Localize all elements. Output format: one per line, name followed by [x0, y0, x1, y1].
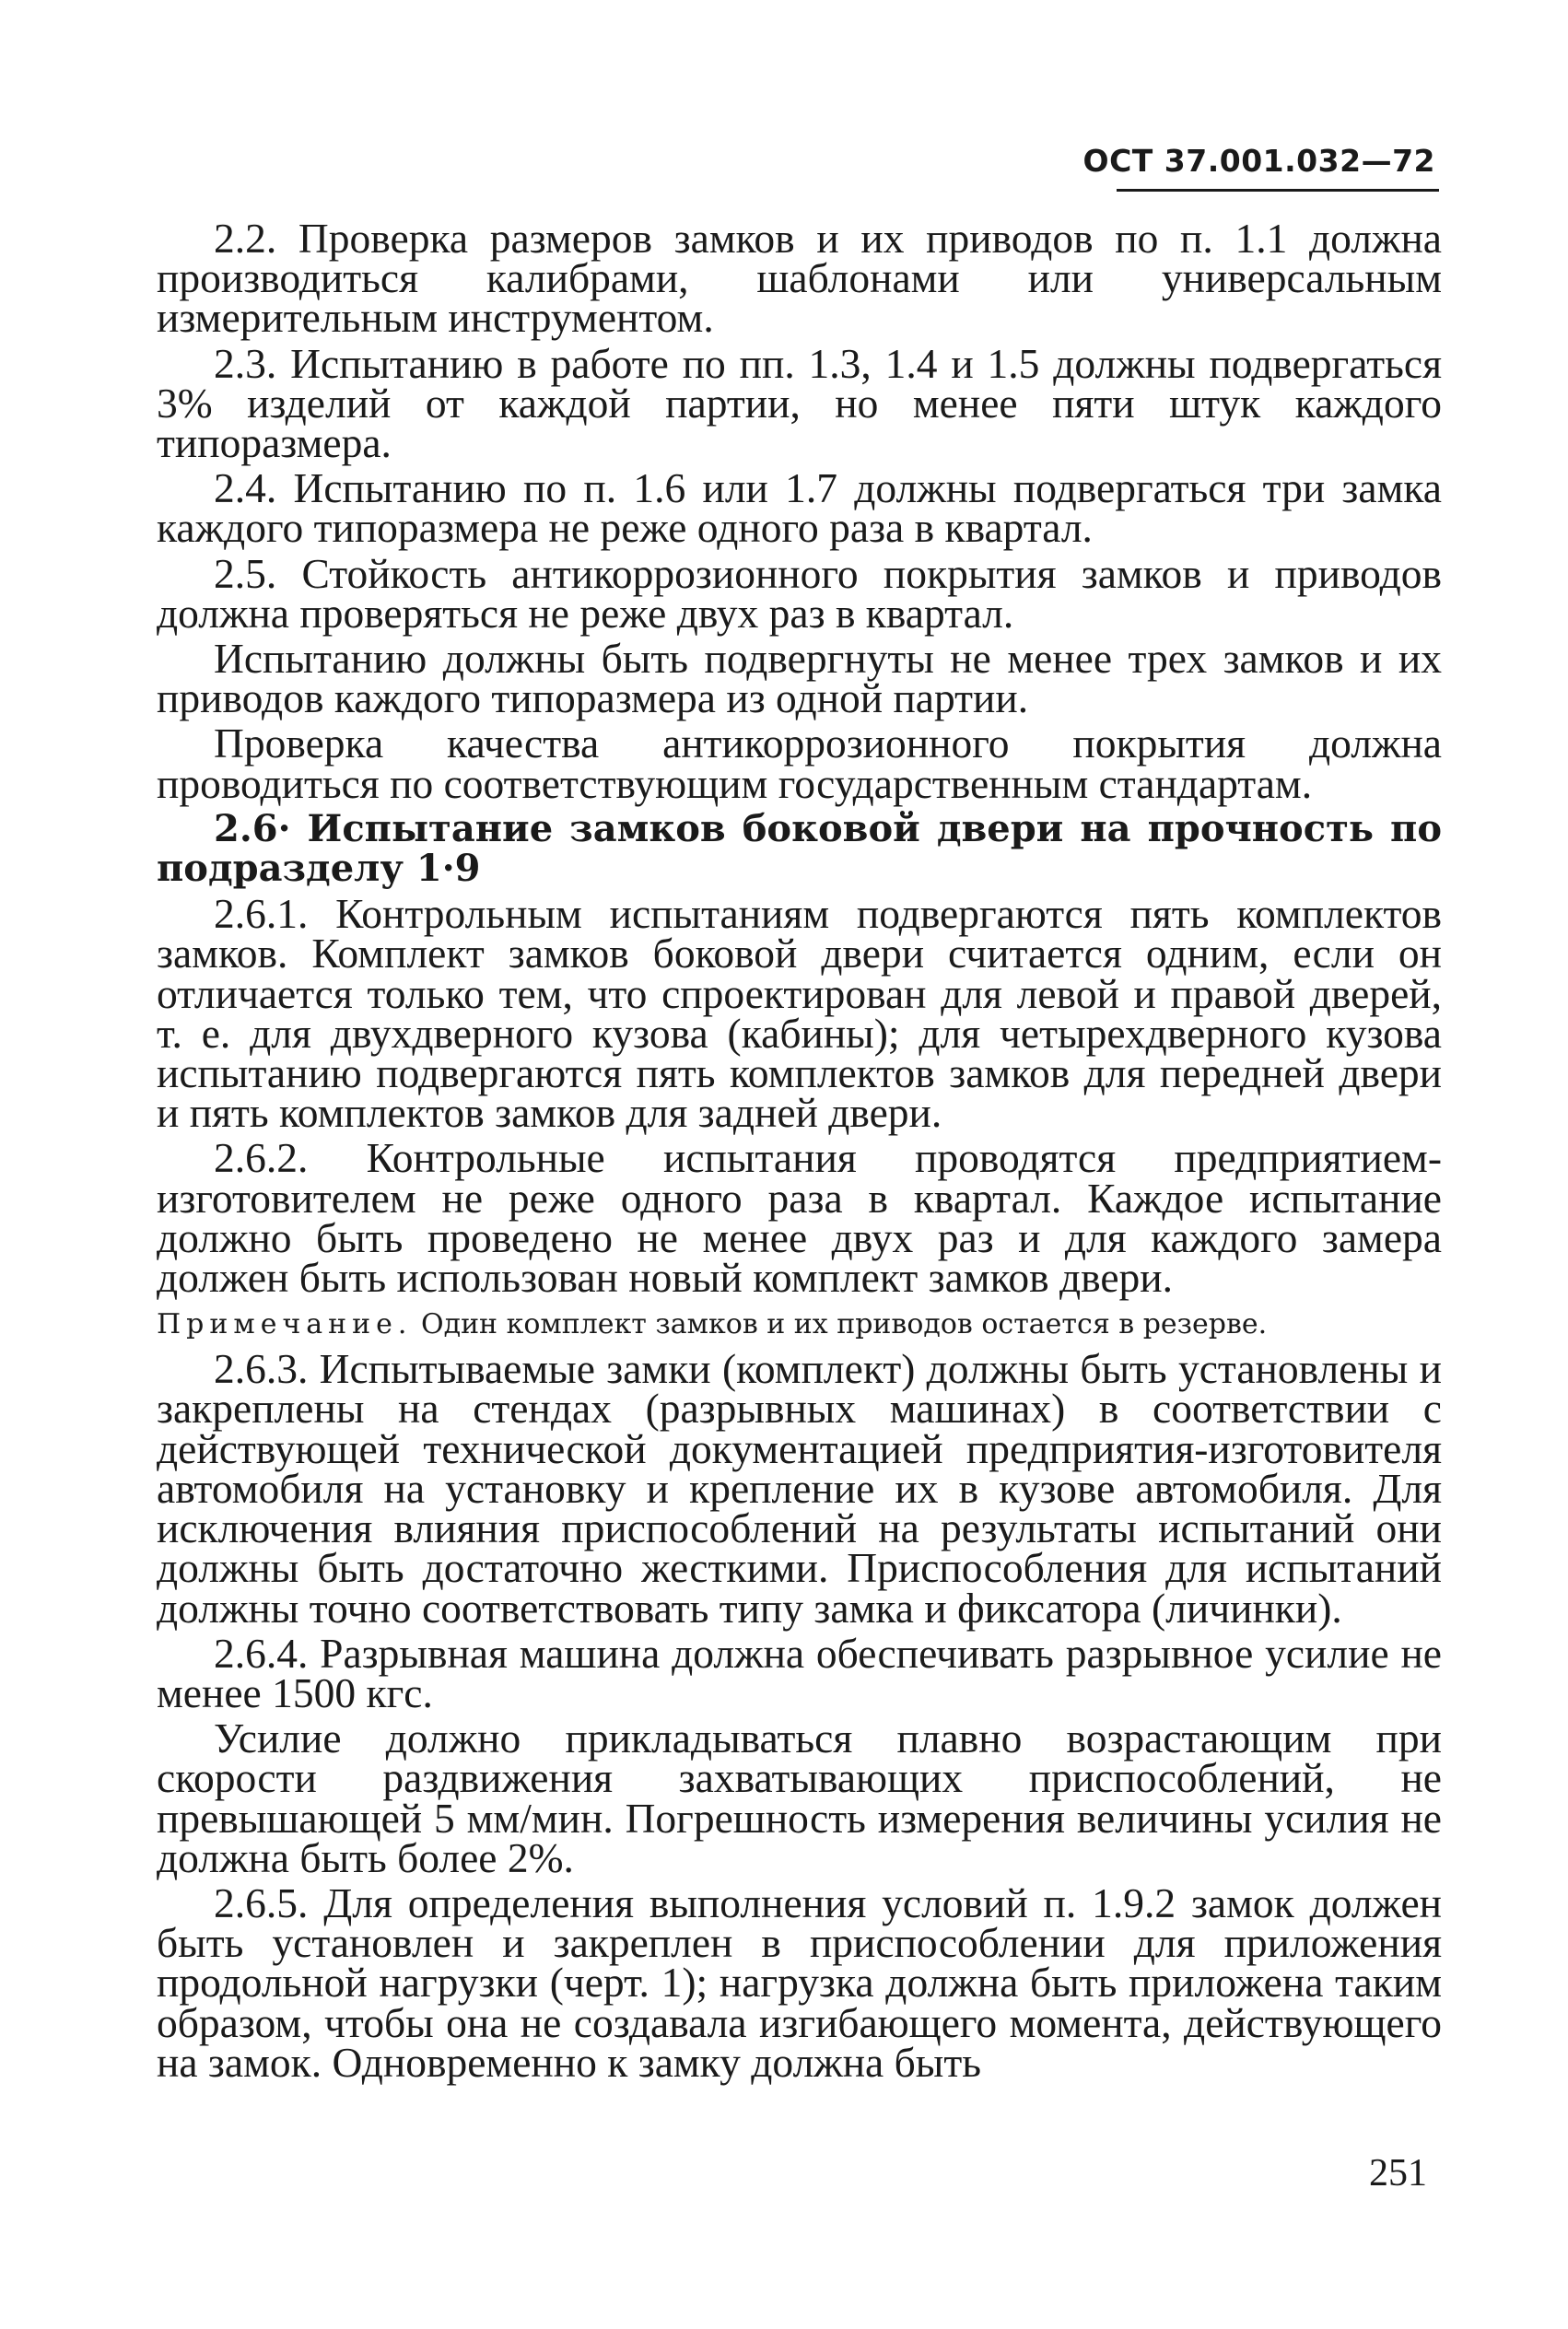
page-body	[157, 215, 1442, 2088]
document-number: ОСТ 37.001.032—72	[1082, 143, 1435, 179]
page-number: 251	[1369, 2152, 1427, 2194]
paragraph-2-4: 2.4. Испытанию по п. 1.6 или 1.7 должны подвергаться три замка каждого типоразмера не реже одного раза в квартал.	[157, 464, 1442, 552]
paragraph-2-2: 2.2. Проверка размеров замков и их приводов по п. 1.1 должна производиться калибрами, шаблонами или универсальным измерительным инструментом.	[157, 215, 1442, 342]
paragraph-2-6-2: 2.6.2. Контрольные испытания проводятся предприятием-изготовителем не реже одного раза в квартал. Каждое испытание должно быть проведено не менее двух раз и для каждого замера должен быть использован новый комплект замков двери.	[157, 1134, 1442, 1302]
paragraph-2-3: 2.3. Испытанию в работе по пп. 1.3, 1.4 и 1.5 должны подвергаться 3% изделий от каждой партии, но менее пяти штук каждого типоразмера.	[157, 339, 1442, 467]
paragraph-2-6-1: 2.6.1. Контрольным испытаниям подвергаются пять комплектов замков. Комплект замков боковой двери считается одним, если он отличается только тем, что спроектирован для левой и правой дверей, т. е. для двухдверного кузова (кабины); для четырехдверного кузова испытанию подвергаются пять комплектов замков для передней двери и пять комплектов замков для задней двери.	[157, 890, 1442, 1137]
note-label: Примечание.	[157, 1308, 413, 1341]
paragraph-2-5-test-count: Испытанию должны быть подвергнуты не менее трех замков и их приводов каждого типоразмера из одной партии.	[157, 635, 1442, 722]
note-text: Один комплект замков и их приводов остается в резерве.	[421, 1308, 1268, 1341]
paragraph-2-6-5: 2.6.5. Для определения выполнения условий п. 1.9.2 замок должен быть установлен и закреплен в приспособлении для приложения продольной нагрузки (черт. 1); нагрузка должна быть приложена таким образом, чтобы она не создавала изгибающего момента, действующего на замок. Одновременно к замку должна быть	[157, 1878, 1442, 2086]
note	[157, 1305, 1442, 1345]
section-heading-2-6: 2.6· Испытание замков боковой двери на прочность по подразделу 1·9	[157, 806, 1442, 891]
paragraph-2-6-4-force: Усилие должно прикладываться плавно возрастающим при скорости раздвижения захватывающих приспособлений, не превышающей 5 мм/мин. Погрешность измерения величины усилия не должна быть более 2%.	[157, 1715, 1442, 1881]
paragraph-2-5-standards: Проверка качества антикоррозионного покрытия должна проводиться по соответствующим государственным стандартам.	[157, 720, 1442, 807]
paragraph-2-6-4: 2.6.4. Разрывная машина должна обеспечивать разрывное усилие не менее 1500 кгс.	[157, 1629, 1442, 1716]
paragraph-2-5: 2.5. Стойкость антикоррозионного покрытия замков и приводов должна проверяться не реже двух раз в квартал.	[157, 549, 1442, 637]
paragraph-2-6-3: 2.6.3. Испытываемые замки (комплект) должны быть установлены и закреплены на стендах (разрывных машинах) в соответствии с действующей технической документацией предприятия-изготовителя автомобиля на установку и крепление их в кузове автомобиля. Для исключения влияния приспособлений на результаты испытаний они должны быть достаточно жесткими. Приспособления для испытаний должны точно соответствовать типу замка и фиксатора (личинки).	[157, 1345, 1442, 1632]
header-rule	[1117, 189, 1439, 192]
